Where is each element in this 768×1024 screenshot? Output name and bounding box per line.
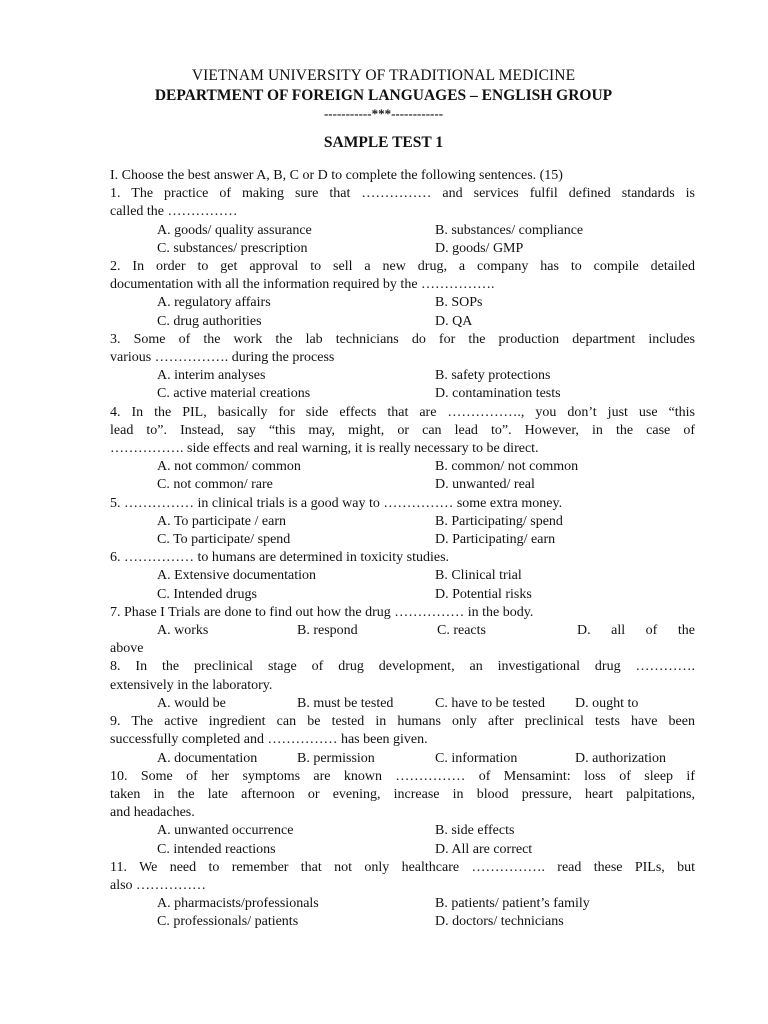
- question-text-line: taken in the late afternoon or evening, increase in blood pressure, heart palpitations,: [110, 786, 695, 802]
- question-7: [110, 604, 695, 659]
- question-8: [110, 658, 695, 713]
- question-text-line: 4. In the PIL, basically for side effects that are ……………., you don’t just use “this: [110, 404, 695, 420]
- question-text-line: called the ……………: [110, 204, 238, 220]
- option-c[interactable]: C. intended reactions: [157, 841, 276, 857]
- option-b[interactable]: B. Clinical trial: [435, 568, 522, 584]
- header-separator: -----------***------------: [323, 106, 444, 121]
- question-3: [110, 331, 695, 404]
- question-text-line: 6. …………… to humans are determined in toxicity studies.: [110, 550, 450, 566]
- option-a[interactable]: A. Extensive documentation: [157, 568, 317, 584]
- option-c[interactable]: C. active material creations: [157, 386, 311, 402]
- question-text-line: 1. The practice of making sure that …………… and services fulfil defined standards is: [110, 186, 695, 202]
- answer-options: [110, 458, 695, 494]
- question-4: [110, 404, 695, 495]
- option-d[interactable]: D. authorization: [575, 750, 666, 766]
- section-instruction: I. Choose the best answer A, B, C or D to complete the following sentences. (15): [110, 168, 563, 183]
- answer-options: [110, 895, 695, 931]
- option-c[interactable]: C. reacts: [437, 623, 486, 639]
- option-a[interactable]: A. would be: [157, 695, 226, 711]
- question-text-line: documentation with all the information required by the …………….: [110, 277, 495, 293]
- option-d[interactable]: D. contamination tests: [435, 386, 561, 402]
- question-text-line: 9. The active ingredient can be tested in humans only after preclinical tests have been: [110, 714, 695, 730]
- option-a[interactable]: A. pharmacists/professionals: [157, 896, 319, 912]
- option-c[interactable]: C. drug authorities: [157, 313, 262, 329]
- option-d[interactable]: D. ought to: [575, 695, 639, 711]
- question-6: [110, 549, 695, 604]
- option-d[interactable]: D. all of the: [577, 623, 695, 639]
- question-11: [110, 859, 695, 932]
- answer-options: [110, 294, 695, 330]
- question-text-line: 11. We need to remember that not only healthcare ……………. read these PILs, but: [110, 859, 695, 875]
- option-d[interactable]: D. QA: [435, 313, 473, 329]
- question-text-line: 10. Some of her symptoms are known …………… of Mensamint: loss of sleep if: [110, 768, 695, 784]
- option-c[interactable]: C. information: [435, 750, 518, 766]
- question-text-line: 7. Phase I Trials are done to find out how the drug …………… in the body.: [110, 604, 534, 620]
- question-text-line: also ……………: [110, 877, 207, 893]
- option-b[interactable]: B. Participating/ spend: [435, 513, 563, 529]
- question-text-line: ……………. side effects and real warning, it is really necessary to be direct.: [110, 441, 539, 457]
- question-5: [110, 495, 695, 550]
- question-1: [110, 185, 695, 258]
- answer-options: [110, 513, 695, 549]
- answer-options: [110, 750, 695, 768]
- question-text-line: lead to”. Instead, say “this may, might, or can lead to”. However, in the case of: [110, 422, 695, 438]
- answer-options: [110, 622, 695, 640]
- document-header: [72, 66, 695, 153]
- option-c[interactable]: C. To participate/ spend: [157, 532, 291, 548]
- option-a[interactable]: A. interim analyses: [157, 368, 266, 384]
- option-a[interactable]: A. not common/ common: [157, 459, 301, 475]
- question-text-line: various ……………. during the process: [110, 350, 335, 366]
- option-d-wrap: above: [110, 641, 144, 657]
- option-b[interactable]: B. respond: [297, 623, 358, 639]
- option-c[interactable]: C. Intended drugs: [157, 586, 257, 602]
- question-text-line: 8. In the preclinical stage of drug development, an investigational drug ………….: [110, 659, 695, 675]
- option-a[interactable]: A. unwanted occurrence: [157, 823, 294, 839]
- question-text-line: successfully completed and …………… has been given.: [110, 732, 428, 748]
- department-name: DEPARTMENT OF FOREIGN LANGUAGES – ENGLISH GROUP: [154, 87, 613, 104]
- option-d[interactable]: D. doctors/ technicians: [435, 914, 564, 930]
- option-b[interactable]: B. must be tested: [297, 695, 394, 711]
- option-a[interactable]: A. regulatory affairs: [157, 295, 271, 311]
- answer-options: [110, 822, 695, 858]
- option-b[interactable]: B. permission: [297, 750, 375, 766]
- option-d[interactable]: D. Participating/ earn: [435, 532, 556, 548]
- question-text-line: extensively in the laboratory.: [110, 677, 273, 693]
- university-name: VIETNAM UNIVERSITY OF TRADITIONAL MEDICINE: [191, 67, 576, 84]
- option-b[interactable]: B. SOPs: [435, 295, 483, 311]
- option-d[interactable]: D. All are correct: [435, 841, 533, 857]
- question-2: [110, 258, 695, 331]
- answer-options: [110, 567, 695, 603]
- option-c[interactable]: C. have to be tested: [435, 695, 546, 711]
- option-b[interactable]: B. substances/ compliance: [435, 222, 584, 238]
- option-a[interactable]: A. documentation: [157, 750, 258, 766]
- option-c[interactable]: C. professionals/ patients: [157, 914, 299, 930]
- answer-options: [110, 367, 695, 403]
- test-title: SAMPLE TEST 1: [323, 134, 444, 151]
- question-text-line: and headaches.: [110, 805, 195, 821]
- option-b[interactable]: B. patients/ patient’s family: [435, 896, 590, 912]
- option-a[interactable]: A. works: [157, 623, 209, 639]
- option-b[interactable]: B. side effects: [435, 823, 515, 839]
- option-b[interactable]: B. safety protections: [435, 368, 551, 384]
- answer-options: [110, 222, 695, 258]
- question-text-line: 2. In order to get approval to sell a new drug, a company has to compile detailed: [110, 259, 695, 275]
- question-text-line: 3. Some of the work the lab technicians do for the production department includes: [110, 331, 695, 347]
- question-text-line: 5. …………… in clinical trials is a good way to …………… some extra money.: [110, 495, 563, 511]
- option-a[interactable]: A. goods/ quality assurance: [157, 222, 312, 238]
- option-d[interactable]: D. unwanted/ real: [435, 477, 535, 493]
- option-b[interactable]: B. common/ not common: [435, 459, 579, 475]
- option-c[interactable]: C. not common/ rare: [157, 477, 273, 493]
- answer-options: [110, 695, 695, 713]
- option-d[interactable]: D. Potential risks: [435, 586, 532, 602]
- option-c[interactable]: C. substances/ prescription: [157, 240, 308, 256]
- option-a[interactable]: A. To participate / earn: [157, 513, 286, 529]
- question-9: [110, 713, 695, 768]
- option-d[interactable]: D. goods/ GMP: [435, 240, 524, 256]
- question-10: [110, 768, 695, 859]
